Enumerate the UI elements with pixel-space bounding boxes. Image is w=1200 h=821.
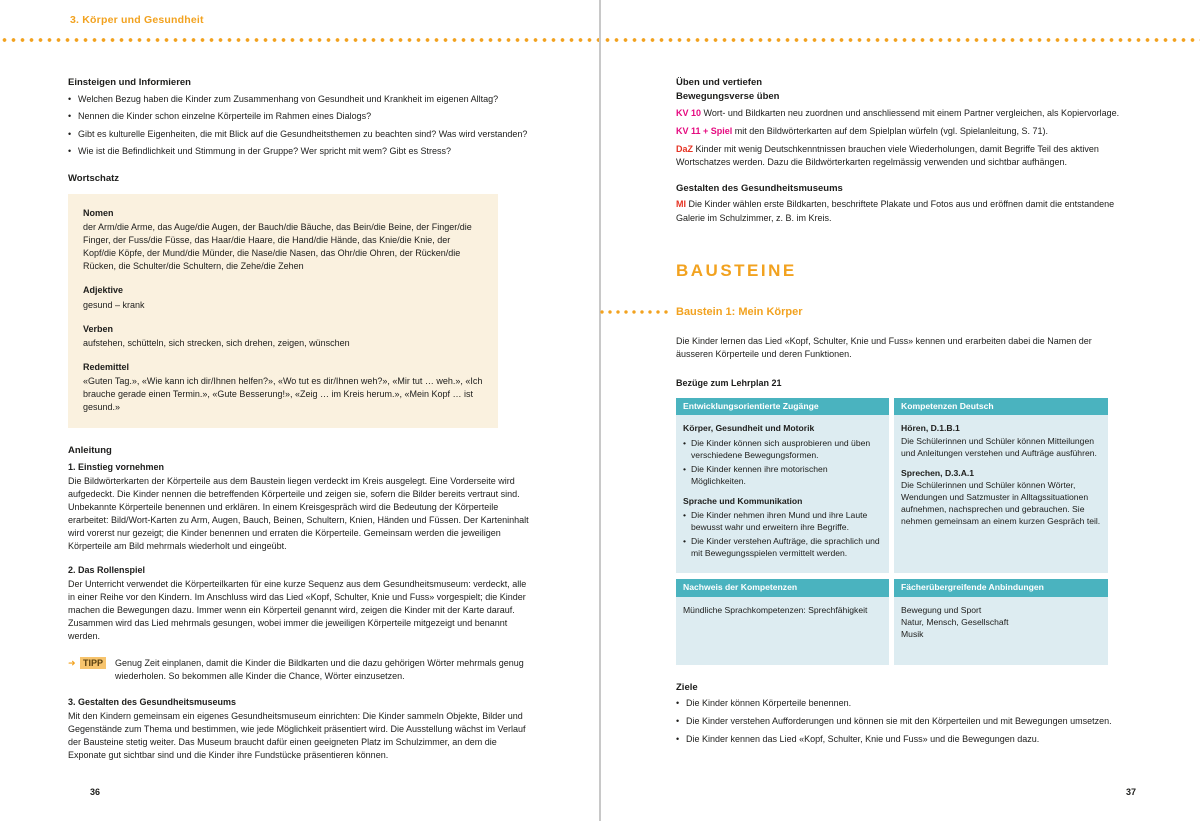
practice-line-text: Wort- und Bildkarten neu zuordnen und anschliessend mit einem Partner vergleichen, als Kopiervorlage. bbox=[703, 107, 1120, 118]
cell-group-text: Die Schülerinnen und Schüler können Mitteilungen und Anleitungen verstehen und Aufträge ausführen. bbox=[901, 435, 1097, 458]
practice-line bbox=[676, 143, 1136, 169]
tip-callout bbox=[68, 657, 532, 683]
goal-item bbox=[676, 715, 1136, 728]
table-header-cell: Entwicklungsorientierte Zugänge bbox=[676, 398, 889, 415]
vocab-phrases-list: «Guten Tag.», «Wie kann ich dir/Ihnen helfen?», «Wo tut es dir/Ihnen weh?», «Mir tut … weh.», «Ich brauche gerade einen Termin.», «Gute Besserung!», «Zeig … im Kreis herum.», «Mein Kopf … ist gesund.» bbox=[83, 375, 483, 412]
bullet-marker: • bbox=[676, 733, 680, 744]
step-text: Mit den Kindern gemeinsam ein eigenes Gesundheitsmuseum einrichten: Die Kinder sammeln Objekte, Bilder und Gegenstände zum Thema und bestimmen, wie jede Möglichkeit präsentiert wird. Die Ausstellung wächst im Verlauf der Bausteine stetig weiter. Das Museum braucht dafür einen geeigneten Platz im Schulzimmer, an dem die Exponate gut sichtbar sind und die Kinder ihre Fundstücke präsentieren können. bbox=[68, 711, 526, 761]
practice-line bbox=[676, 107, 1136, 120]
vocab-group-phrases bbox=[83, 361, 483, 414]
goal-text: Die Kinder verstehen Aufforderungen und können sie mit den Körperteilen und mit Bewegungen umsetzen. bbox=[686, 715, 1112, 726]
table-cell-faecher bbox=[894, 597, 1108, 665]
question-text: Gibt es kulturelle Eigenheiten, die mit Blick auf die Gesundheitsthemen zu beachten sind? Was wird verstanden? bbox=[78, 128, 528, 139]
chapter-header: 3. Körper und Gesundheit bbox=[70, 14, 204, 26]
tip-badge: TIPP bbox=[80, 657, 106, 669]
step-text: Der Unterricht verwendet die Körperteilkarten für eine kurze Sequenz aus dem Gesundheitsmuseum: verdeckt, alle in einer Reihe vor den Kindern. Im Anschluss wird das Lied «Kopf, Schulter, Knie und Fuss» vorgespielt; die Kinder machen die Bewegungen dazu. Immer wenn ein Körperteil genannt wird, zeigen die Kinder mit der Karte darauf. Zusammen wird das Lied mehrmals gesungen, wobei immer die jeweiligen Körperteile mitgezeigt und benannt werden. bbox=[68, 578, 527, 642]
bullet-marker: • bbox=[68, 146, 72, 157]
question-text: Nennen die Kinder schon einzelne Körperteile im Rahmen eines Dialogs? bbox=[78, 111, 372, 122]
page-gutter-divider bbox=[599, 0, 601, 821]
copy-template-tag: KV 11 + Spiel bbox=[676, 125, 733, 136]
vocab-group-adjectives bbox=[83, 284, 483, 311]
cell-line: Natur, Mensch, Gesellschaft bbox=[901, 616, 1009, 627]
cell-bullet-text: Die Kinder nehmen ihren Mund und ihre Laute bewusst wahr und erweitern ihre Begriffe. bbox=[691, 509, 868, 532]
baustein-title bbox=[676, 305, 1136, 321]
vocab-label-phrases: Redemittel bbox=[83, 361, 130, 372]
instruction-step-2 bbox=[68, 564, 532, 643]
curriculum-table-body-row-2 bbox=[676, 597, 1108, 665]
copy-template-tag: KV 10 bbox=[676, 107, 702, 118]
mi-tag: MI bbox=[676, 199, 686, 210]
vocab-group-verbs bbox=[83, 323, 483, 350]
cell-group-title: Körper, Gesundheit und Motorik bbox=[683, 423, 815, 434]
vocab-verbs-list: aufstehen, schütteln, sich strecken, sich drehen, zeigen, wünschen bbox=[83, 337, 350, 348]
vocab-nouns-list: der Arm/die Arme, das Auge/die Augen, der Bauch/die Bäuche, das Bein/die Beine, der Finger/die Finger, der Fuss/die Füsse, das Haar/die Haare, die Hand/die Hände, das Knie/die Knie, der Kopf/die Köpfe, der Mund/die Münder, die Nase/die Nasen, das Ohr/die Ohren, der Rücken/die Rücken, die Schulter/die Schultern, die Zehe/die Zehen bbox=[83, 222, 472, 272]
question-text: Wie ist die Befindlichkeit und Stimmung in der Gruppe? Wer spricht mit wem? Gibt es Stress? bbox=[78, 146, 451, 157]
museum-section-title: Gestalten des Gesundheitsmuseums bbox=[676, 182, 843, 194]
instruction-step-1 bbox=[68, 461, 532, 553]
goals-section-title: Ziele bbox=[676, 681, 698, 693]
vocabulary-section-title: Wortschatz bbox=[68, 173, 120, 185]
practice-line bbox=[676, 125, 1136, 138]
table-cell-zugaenge bbox=[676, 415, 889, 573]
bullet-marker: • bbox=[683, 509, 687, 520]
vocab-label-nouns: Nomen bbox=[83, 208, 114, 219]
museum-line-text: Die Kinder wählen erste Bildkarten, beschriftete Plakate und Fotos aus und eröffnen damit die entstandene Galerie im Schulzimmer, z. B. im Kreis. bbox=[676, 199, 1115, 223]
cell-bullet bbox=[683, 535, 882, 559]
bullet-marker: • bbox=[683, 437, 687, 448]
curriculum-table-header-row-1 bbox=[676, 398, 1108, 415]
curriculum-table bbox=[676, 398, 1108, 664]
cell-text: Mündliche Sprachkompetenzen: Sprechfähigkeit bbox=[683, 604, 868, 615]
cell-bullet-text: Die Kinder verstehen Aufträge, die sprachlich und mit Bewegungsspielen vermittelt werden. bbox=[691, 535, 880, 558]
bullet-marker: • bbox=[683, 535, 687, 546]
cell-bullet bbox=[683, 509, 882, 533]
cell-group-title: Sprache und Kommunikation bbox=[683, 495, 803, 506]
question-item bbox=[68, 110, 532, 123]
goal-item bbox=[676, 697, 1136, 710]
curriculum-table-header-row-2 bbox=[676, 579, 1108, 596]
cell-group-title: Hören, D.1.B.1 bbox=[901, 423, 960, 434]
question-item bbox=[68, 93, 532, 106]
bullet-marker: • bbox=[676, 715, 680, 726]
cell-group-title: Sprechen, D.3.A.1 bbox=[901, 467, 975, 478]
table-header-cell: Nachweis der Kompetenzen bbox=[676, 579, 889, 596]
cell-bullet-text: Die Kinder kennen ihre motorischen Möglichkeiten. bbox=[691, 463, 828, 486]
vocabulary-box bbox=[68, 194, 498, 428]
baustein-intro: Die Kinder lernen das Lied «Kopf, Schulter, Knie und Fuss» kennen und erarbeiten dabei die Namen der äusseren Körperteile und deren Funktionen. bbox=[676, 336, 1092, 360]
goals-section bbox=[676, 681, 1136, 746]
bullet-marker: • bbox=[68, 128, 72, 139]
step-title: 1. Einstieg vornehmen bbox=[68, 461, 165, 472]
step-text: Die Bildwörterkarten der Körperteile aus dem Baustein liegen verdeckt im Kreis ausgelegt. Eine Vorderseite wird aufgedeckt. Die Kinder nennen die betreffenden Körperteile und zeigen sie, sofern die Bilder bereits vertraut sind. Unbekannte Körperteile benennen und erklären. In einem Kreisgespräch wird die Bedeutung der Körperteile erarbeitet: Bild/Wort-Karten zu Arm, Augen, Bauch, Beinen, Schultern, Knien, Händen und Füssen. Der Karteninhalt wird vorerst nur gezeigt; die Kinder benennen und erraten die Körperteile. Gemeinsam werden die jeweiligen Körperteile am Bild mehrmals wiederholt und eingeübt. bbox=[68, 475, 529, 551]
practice-line-text: Kinder mit wenig Deutschkenntnissen brauchen viele Wiederholungen, damit Begriffe Teil des aktiven Wortschatzes werden. Dazu die Bildwörterkarten regelmässig verwenden und sichtbar aufhängen. bbox=[676, 143, 1099, 167]
practice-section-title: Üben und vertiefen bbox=[676, 77, 763, 88]
goal-text: Die Kinder können Körperteile benennen. bbox=[686, 698, 852, 709]
instruction-step-3 bbox=[68, 696, 532, 762]
step-title: 2. Das Rollenspiel bbox=[68, 564, 146, 575]
cell-group-text: Die Schülerinnen und Schüler können Wörter, Wendungen und Satzmuster in Alltagssituationen aufnehmen, nachsprechen und gebrauchen. Sie nehmen gemeinsam an einem kurzen Gespräch teil. bbox=[901, 479, 1101, 526]
baustein-dotted-rule bbox=[598, 309, 672, 315]
vocab-label-verbs: Verben bbox=[83, 323, 114, 334]
instructions-section-title: Anleitung bbox=[68, 444, 112, 456]
questions-list bbox=[68, 93, 532, 159]
cell-group bbox=[683, 495, 882, 559]
table-header-cell: Fächerübergreifende Anbindungen bbox=[894, 579, 1108, 596]
cell-bullet bbox=[683, 437, 882, 461]
goal-item bbox=[676, 733, 1136, 746]
bullet-marker: • bbox=[68, 111, 72, 122]
museum-line bbox=[676, 198, 1136, 224]
cell-group bbox=[901, 467, 1101, 527]
questions-section-title: Einsteigen und Informieren bbox=[68, 77, 191, 88]
page-number-right: 37 bbox=[1126, 787, 1137, 797]
bullet-marker: • bbox=[683, 463, 687, 474]
cell-bullet bbox=[683, 463, 882, 487]
practice-section-subtitle: Bewegungsverse üben bbox=[676, 90, 780, 102]
baustein-title-text: Baustein 1: Mein Körper bbox=[676, 306, 803, 319]
bullet-marker: • bbox=[68, 93, 72, 104]
page-number-left: 36 bbox=[90, 787, 101, 797]
cell-bullet-text: Die Kinder können sich ausprobieren und üben verschiedene Bewegungsformen. bbox=[691, 437, 871, 460]
cell-group bbox=[901, 422, 1101, 458]
vocab-label-adjectives: Adjektive bbox=[83, 285, 124, 296]
bullet-marker: • bbox=[676, 698, 680, 709]
table-cell-nachweis bbox=[676, 597, 889, 665]
curriculum-table-body-row-1 bbox=[676, 415, 1108, 573]
table-header-cell: Kompetenzen Deutsch bbox=[894, 398, 1108, 415]
right-page bbox=[676, 76, 1136, 750]
curriculum-reference-label: Bezüge zum Lehrplan 21 bbox=[676, 378, 782, 389]
goal-text: Die Kinder kennen das Lied «Kopf, Schulter, Knie und Fuss» und die Bewegungen dazu. bbox=[686, 733, 1040, 744]
vocab-group-nouns bbox=[83, 207, 483, 273]
cell-line: Musik bbox=[901, 628, 924, 639]
practice-line-text: mit den Bildwörterkarten auf dem Spielplan würfeln (vgl. Spielanleitung, S. 71). bbox=[734, 125, 1048, 136]
question-item bbox=[68, 145, 532, 158]
vocab-adjectives-list: gesund – krank bbox=[83, 299, 145, 310]
left-page bbox=[68, 76, 532, 774]
step-title: 3. Gestalten des Gesundheitsmuseums bbox=[68, 697, 237, 708]
cell-line: Bewegung und Sport bbox=[901, 604, 982, 615]
tip-text: Genug Zeit einplanen, damit die Kinder die Bildkarten und die dazu gehörigen Wörter mehrmals genug wiederholen. So bekommen alle Kinder die Chance, Wörter einzusetzen. bbox=[115, 658, 524, 682]
bausteine-heading: BAUSTEINE bbox=[676, 260, 797, 280]
table-cell-deutsch-kompetenzen bbox=[894, 415, 1108, 573]
question-item bbox=[68, 128, 532, 141]
cell-group bbox=[683, 422, 882, 486]
daz-tag: DaZ bbox=[676, 143, 694, 154]
question-text: Welchen Bezug haben die Kinder zum Zusammenhang von Gesundheit und Krankheit im eigenen Alltag? bbox=[78, 93, 499, 104]
arrow-icon: ➜ bbox=[68, 658, 76, 669]
